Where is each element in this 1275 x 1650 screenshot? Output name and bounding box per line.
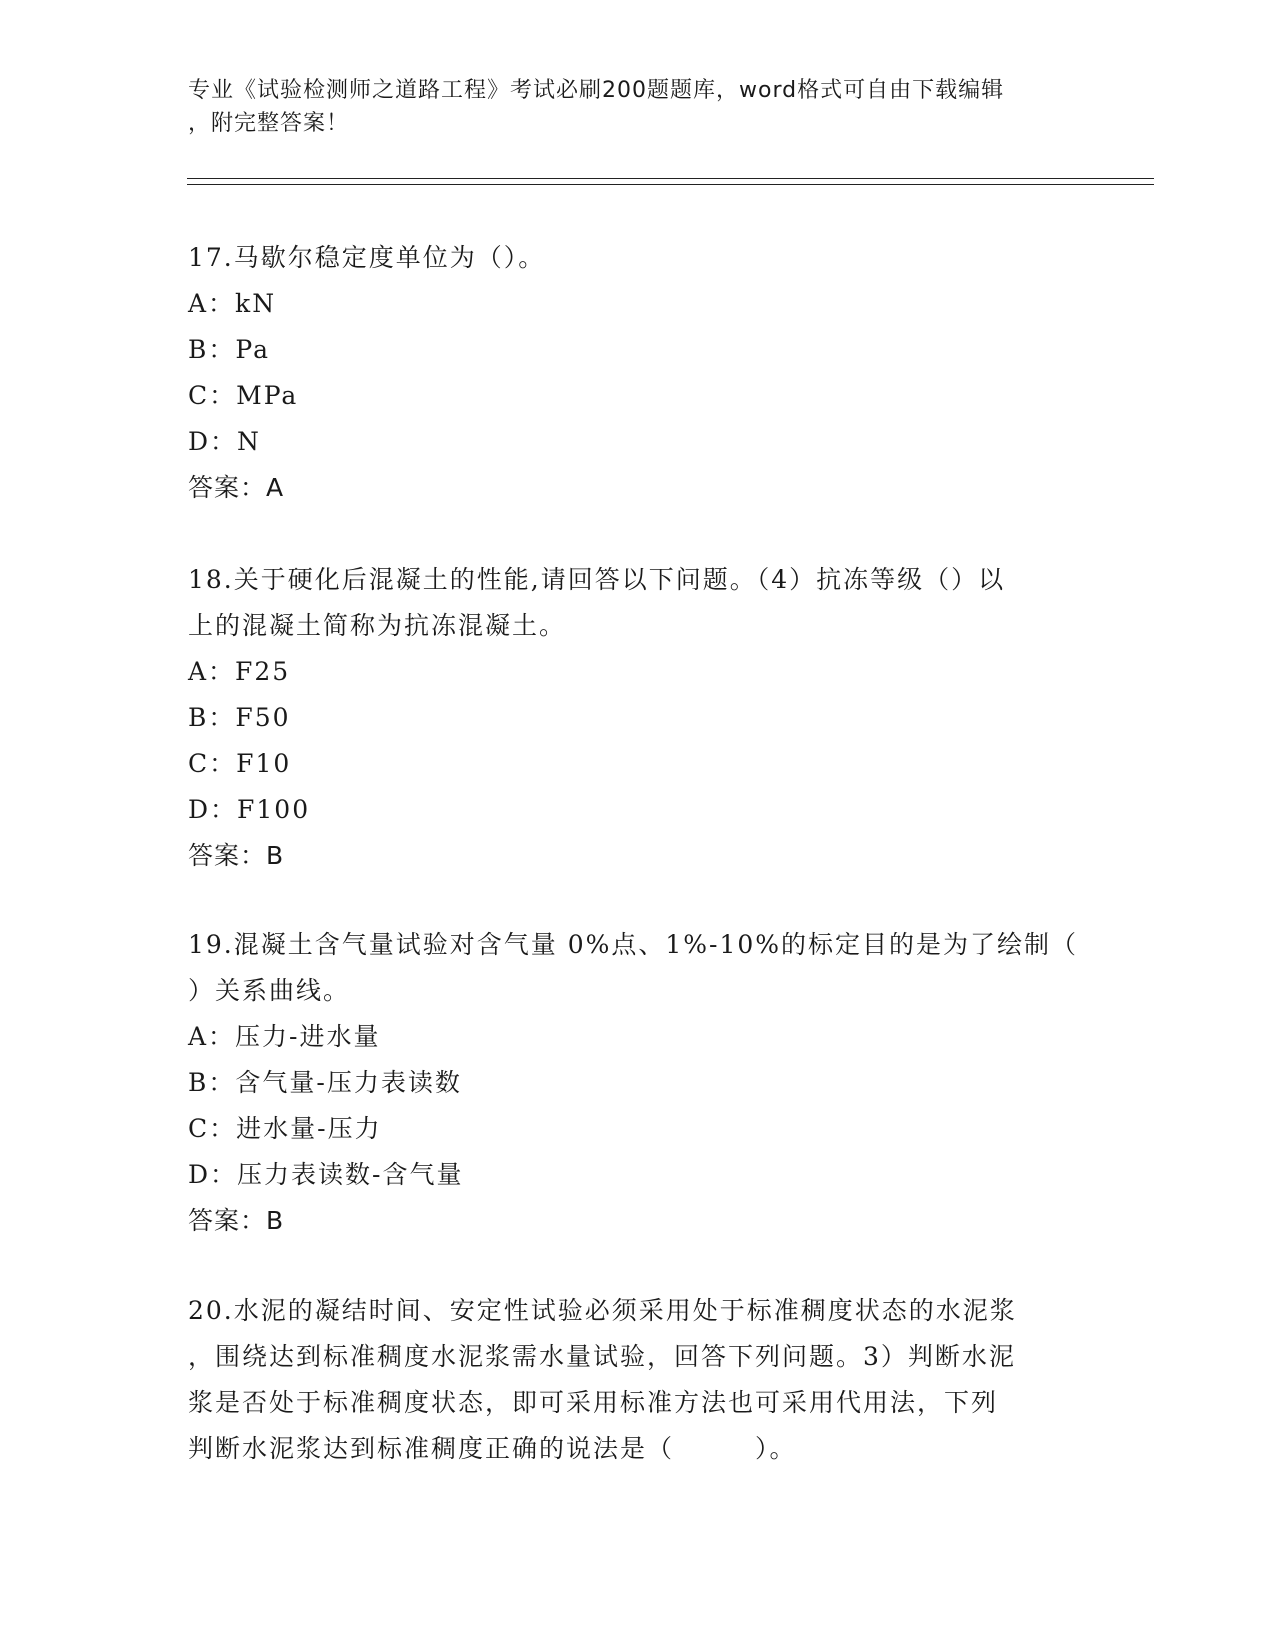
answer-line: 答案：A: [188, 473, 285, 502]
option-b: B：含气量-压力表读数: [188, 1068, 462, 1097]
question-stem-continued: 浆是否处于标准稠度状态，即可采用标准方法也可采用代用法，下列: [188, 1388, 999, 1417]
option-c: C：F10: [188, 749, 292, 778]
question-stem: 18.关于硬化后混凝土的性能,请回答以下问题。（4）抗冻等级（）以: [188, 565, 1006, 594]
question-stem: 20.水泥的凝结时间、安定性试验必须采用处于标准稠度状态的水泥浆: [188, 1296, 1017, 1325]
option-b: B：Pa: [188, 335, 270, 364]
header-title-line-1: 专业《试验检测师之道路工程》考试必刷200题题库，word格式可自由下载编辑: [188, 78, 1005, 103]
option-c: C：进水量-压力: [188, 1114, 382, 1143]
option-a: A：F25: [188, 657, 291, 686]
header-divider-bottom: [187, 184, 1154, 185]
answer-line: 答案：B: [188, 841, 285, 870]
question-stem: 17.马歇尔稳定度单位为（）。: [188, 243, 546, 272]
question-17: [188, 235, 1088, 511]
option-d: D：N: [188, 427, 261, 456]
header-title-line-2: ，附完整答案！: [188, 111, 350, 136]
question-stem-continued: ，围绕达到标准稠度水泥浆需水量试验，回答下列问题。3）判断水泥: [188, 1342, 1016, 1371]
question-19: [188, 922, 1088, 1244]
option-d: D：F100: [188, 795, 311, 824]
question-stem-continued: 上的混凝土简称为抗冻混凝土。: [188, 611, 567, 640]
option-c: C：MPa: [188, 381, 299, 410]
document-header: [188, 74, 1088, 140]
question-stem-continued: 判断水泥浆达到标准稠度正确的说法是（ ）。: [188, 1434, 797, 1463]
question-18: [188, 557, 1088, 879]
header-divider-top: [187, 178, 1154, 179]
option-b: B：F50: [188, 703, 291, 732]
answer-line: 答案：B: [188, 1206, 285, 1235]
option-d: D：压力表读数-含气量: [188, 1160, 464, 1189]
question-stem: 19.混凝土含气量试验对含气量 0%点、1%-10%的标定目的是为了绘制（: [188, 930, 1079, 959]
option-a: A：kN: [188, 289, 277, 318]
option-a: A：压力-进水量: [188, 1022, 381, 1051]
question-stem-continued: ）关系曲线。: [188, 976, 351, 1005]
question-20: [188, 1288, 1088, 1472]
